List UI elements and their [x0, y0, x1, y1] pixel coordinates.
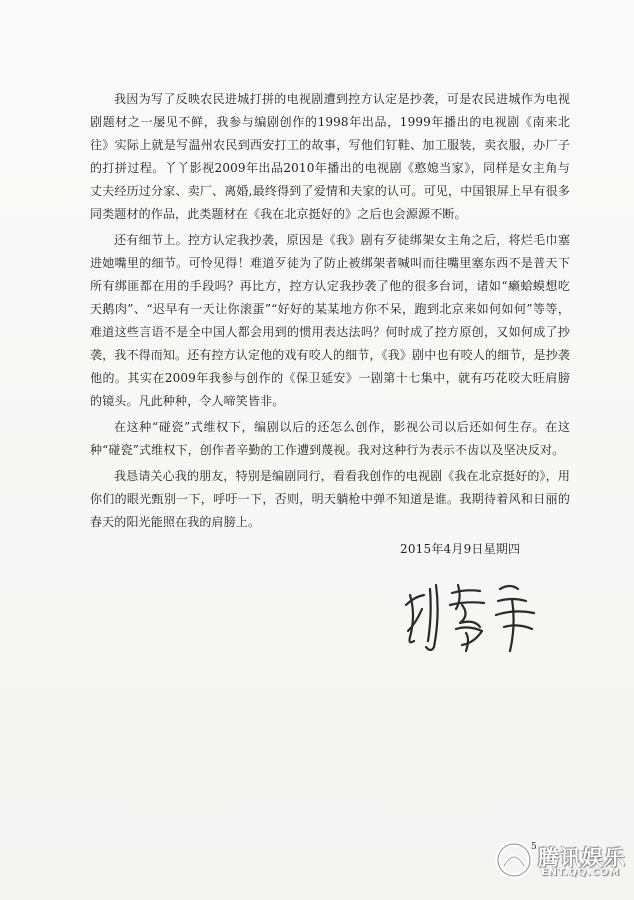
tencent-logo-icon: [494, 840, 534, 880]
paragraph-4: 我恳请关心我的朋友，特别是编剧同行，看看我创作的电视剧《我在北京挺好的》，用你们的眼光甄别一下，呼吁一下，否则，明天躺枪中弹不知道是谁。我期待着风和日丽的春天的阳光能照在我的肩膀上。: [90, 469, 570, 529]
letter-body: [90, 88, 570, 537]
watermark-domain: ENT.QQ.COM: [541, 867, 620, 878]
letter-date: 2015年4月9日星期四: [400, 542, 521, 556]
paragraph-1: 我因为写了反映农民进城打拼的电视剧遭到控方认定是抄袭，可是农民进城作为电视剧题材之一屡见不鲜，我参与编剧创作的1998年出品，1999年播出的电视剧《南来北往》实际上就是写温州农民到西安打工的故事，写他们钉鞋、加工服装，卖衣服，办厂子的打拼过程。丫丫影视2009年出品2010年播出的电视剧《憨媳当家》，同样是女主角与丈夫经历过分家、卖厂、离婚,最终得到了爱情和夫家的认可。可见，中国银屏上早有很多同类题材的作品，此类题材在《我在北京挺好的》之后也会源源不断。: [90, 92, 570, 221]
watermark-name: 腾讯娱乐: [538, 846, 626, 870]
watermark: [488, 836, 628, 890]
paragraph-2: 还有细节上。控方认定我抄袭，原因是《我》剧有歹徒绑架女主角之后，将烂毛巾塞进她嘴里的细节。可怜见得！难道歹徒为了防止被绑架者喊叫而往嘴里塞东西不是普天下所有绑匪都在用的手段吗？再比方，控方认定我抄袭了他的很多台词，诸如“癞蛤蟆想吃天鹅肉”、“迟早有一天让你滚蛋”“好好的某某地方你不呆，跑到北京来如何如何”等等，难道这些言语不是全中国人都会用到的惯用表达法吗？何时成了控方原创，又如何成了抄袭，我不得而知。还有控方认定他的戏有咬人的细节，《我》剧中也有咬人的细节，是抄袭他的。其实在2009年我参与创作的《保卫延安》一剧第十七集中，就有巧花咬大旺肩膀的镜头。凡此种种，令人啼笑皆非。: [90, 233, 571, 408]
handwritten-signature: [400, 575, 550, 655]
page-number: 5: [531, 842, 537, 852]
paragraph-3: 在这种“碰瓷”式维权下，编剧以后的还怎么创作，影视公司以后还如何生存。在这种“碰瓷”式维权下，创作者辛勤的工作遭到蔑视。我对这种行为表示不齿以及坚决反对。: [90, 420, 570, 457]
